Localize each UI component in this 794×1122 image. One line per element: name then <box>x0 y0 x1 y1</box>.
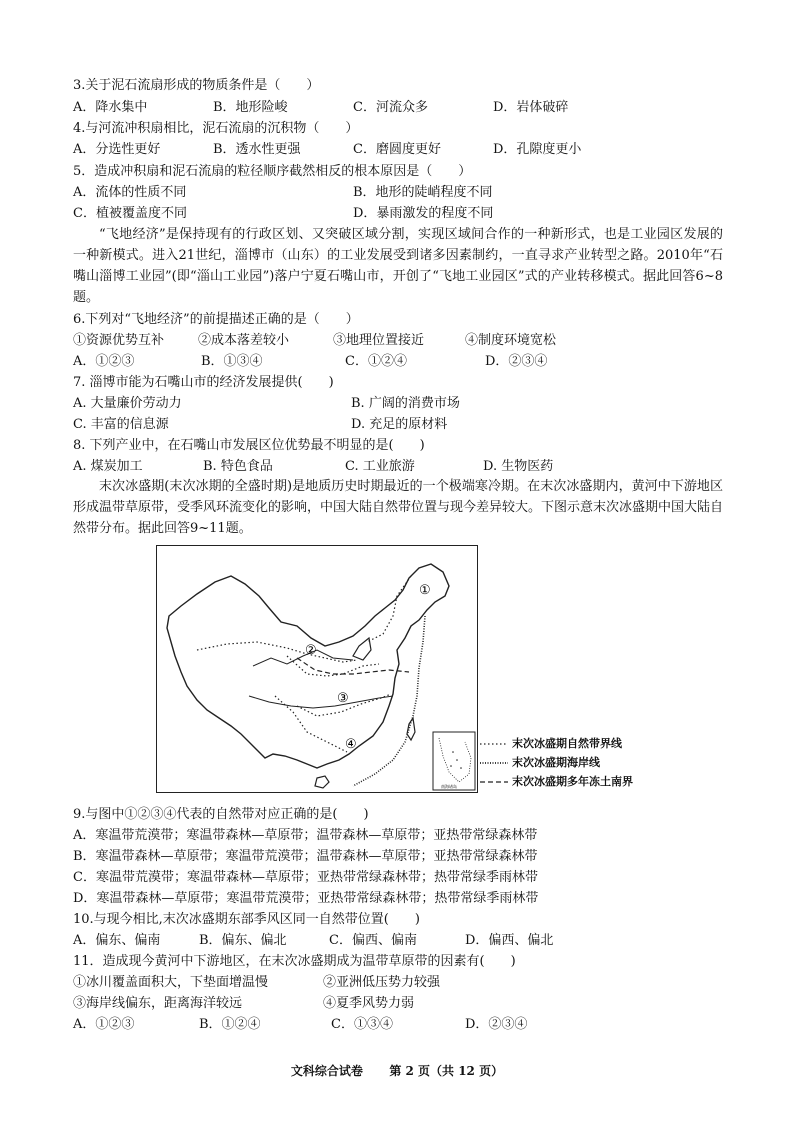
legend-dashed-line-icon <box>480 779 508 785</box>
passage-last-glacial-maximum: 末次冰盛期(末次冰期的全盛时期)是地质历史时期最近的一个极端寒冷期。在末次冰盛期内，黄河中下游地区形成温带草原带，受季风环流变化的影响，中国大陆自然带位置与现今差异较大。下图示意末次冰盛期中国大陆自然带分布。据此回答9~11题。 <box>73 479 724 536</box>
q4-option-d[interactable]: D．孔隙度更小 <box>493 142 582 157</box>
legend-zone-boundary-label: 末次冰盛期自然带界线 <box>512 737 622 750</box>
q5-stem: 5．造成冲积扇和泥石流扇的粒径顺序截然相反的根本原因是（ ） <box>73 164 472 179</box>
q9-option-c[interactable]: C．寒温带荒漠带；寒温带森林—草原带；亚热带常绿森林带；热带常绿季雨林带 <box>73 870 538 885</box>
zone-label-2: ② <box>305 643 317 658</box>
q7-option-c[interactable]: C. 丰富的信息源 <box>73 417 169 432</box>
q7-option-a[interactable]: A. 大量廉价劳动力 <box>73 396 182 411</box>
legend-coastline <box>480 753 633 772</box>
q10-stem: 10.与现今相比,末次冰盛期东部季风区同一自然带位置( ) <box>73 912 420 927</box>
q8-option-a[interactable]: A. 煤炭加工 <box>73 459 143 474</box>
q4-option-b[interactable]: B．透水性更强 <box>213 142 301 157</box>
legend-coastline-label: 末次冰盛期海岸线 <box>512 756 600 769</box>
legend-zone-boundary <box>480 734 633 753</box>
q8-stem: 8. 下列产业中，在石嘴山市发展区位优势最不明显的是( ) <box>73 438 425 453</box>
yangtze-river <box>249 696 393 708</box>
q6-item-2: ②成本落差较小 <box>198 333 290 348</box>
q7-option-b[interactable]: B. 广阔的消费市场 <box>351 396 460 411</box>
q3-option-a[interactable]: A．降水集中 <box>73 100 148 115</box>
map-drawing <box>157 546 477 792</box>
q11-stem: 11．造成现今黄河中下游地区，在末次冰盛期成为温带草原带的因素有( ) <box>73 954 516 969</box>
zone-label-4: ④ <box>345 737 357 752</box>
q5-option-c[interactable]: C．植被覆盖度不同 <box>73 206 187 221</box>
q11-item-2: ②亚洲低压势力较强 <box>323 975 441 990</box>
legend-permafrost-label: 末次冰盛期多年冻土南界 <box>512 775 633 788</box>
q8-option-b[interactable]: B. 特色食品 <box>203 459 273 474</box>
q11-item-4: ④夏季风势力弱 <box>323 996 415 1011</box>
q7-stem: 7. 淄博市能为石嘴山市的经济发展提供( ) <box>73 375 334 390</box>
q4-stem: 4.与河流冲积扇相比，泥石流扇的沉积物（ ） <box>73 121 359 136</box>
passage-flying-economy: “飞地经济”是保持现有的行政区划、又突破区域分割，实现区域间合作的一种新形式，也是工业园区发展的一种新模式。进入21世纪，淄博市（山东）的工业发展受到诸多因素制约，一直寻求产业转型之路。2010年“石嘴山淄博工业园”(即“淄山工业园”)落户宁夏石嘴山市，开创了“飞地工业园区”式的产业转移模式。据此回答6~8题。 <box>73 227 723 305</box>
yellow-river <box>253 650 353 666</box>
q6-item-1: ①资源优势互补 <box>73 333 165 348</box>
q4-option-c[interactable]: C．磨圆度更好 <box>353 142 441 157</box>
q5-option-a[interactable]: A．流体的性质不同 <box>73 185 187 200</box>
zone-boundary-2 <box>197 642 357 662</box>
q11-item-3: ③海岸线偏东，距离海洋较远 <box>73 996 243 1011</box>
q11-item-1: ①冰川覆盖面积大，下垫面增温慢 <box>73 975 269 990</box>
q3-option-b[interactable]: B．地形险峻 <box>213 100 288 115</box>
q11-option-a[interactable]: A．①②③ <box>73 1017 135 1032</box>
q4-option-a[interactable]: A．分选性更好 <box>73 142 161 157</box>
q3-option-d[interactable]: D．岩体破碎 <box>493 100 569 115</box>
hainan-island <box>315 776 329 788</box>
q3-option-c[interactable]: C．河流众多 <box>353 100 428 115</box>
q10-option-c[interactable]: C．偏西、偏南 <box>329 933 417 948</box>
footer-page-number: 第 2 页（共 12 页） <box>389 1064 504 1078</box>
q7-option-d[interactable]: D. 充足的原材料 <box>351 417 448 432</box>
q6-option-b[interactable]: B．①③④ <box>201 354 263 369</box>
q9-option-b[interactable]: B．寒温带森林—草原带；寒温带荒漠带；温带森林—草原带；亚热带常绿森林带 <box>73 849 538 864</box>
zone-label-3: ③ <box>337 691 349 706</box>
map-legend <box>480 734 633 791</box>
q6-option-a[interactable]: A．①②③ <box>73 354 135 369</box>
q9-option-d[interactable]: D．寒温带森林—草原带；寒温带荒漠带；亚热带常绿森林带；热带常绿季雨林带 <box>73 891 539 906</box>
q6-item-3: ③地理位置接近 <box>333 333 425 348</box>
q5-option-d[interactable]: D．暴雨激发的程度不同 <box>353 206 494 221</box>
q9-stem: 9.与图中①②③④代表的自然带对应正确的是( ) <box>73 807 369 822</box>
inset-label: 南海诸岛 <box>441 784 457 789</box>
china-natural-zones-map <box>156 545 478 793</box>
q6-stem: 6.下列对“飞地经济”的前提描述正确的是（ ） <box>73 312 359 327</box>
bohai-bay <box>353 638 371 660</box>
legend-dotted-line-icon <box>480 741 508 747</box>
legend-dense-dotted-line-icon <box>480 760 508 766</box>
q8-option-c[interactable]: C. 工业旅游 <box>345 459 415 474</box>
q11-option-c[interactable]: C．①③④ <box>331 1017 393 1032</box>
q10-option-d[interactable]: D．偏西、偏北 <box>465 933 554 948</box>
q10-option-b[interactable]: B．偏东、偏北 <box>199 933 287 948</box>
taiwan-island <box>407 718 415 740</box>
q6-item-4: ④制度环境宽松 <box>465 333 557 348</box>
q8-option-d[interactable]: D. 生物医药 <box>483 459 554 474</box>
page-footer <box>0 1062 794 1079</box>
permafrost-boundary <box>297 658 409 674</box>
q9-option-a[interactable]: A．寒温带荒漠带；寒温带森林—草原带；温带森林—草原带；亚热带常绿森林带 <box>73 828 538 843</box>
footer-subject: 文科综合试卷 <box>290 1064 363 1078</box>
q6-option-c[interactable]: C．①②④ <box>345 354 407 369</box>
q6-option-d[interactable]: D．②③④ <box>485 354 548 369</box>
q11-option-b[interactable]: B．①②④ <box>199 1017 261 1032</box>
zone-label-1: ① <box>419 583 431 598</box>
q3-stem: 3.关于泥石流扇形成的物质条件是（ ） <box>73 78 320 93</box>
legend-permafrost <box>480 772 633 791</box>
q5-option-b[interactable]: B．地形的陡峭程度不同 <box>353 185 493 200</box>
q10-option-a[interactable]: A．偏东、偏南 <box>73 933 161 948</box>
q11-option-d[interactable]: D．②③④ <box>465 1017 528 1032</box>
